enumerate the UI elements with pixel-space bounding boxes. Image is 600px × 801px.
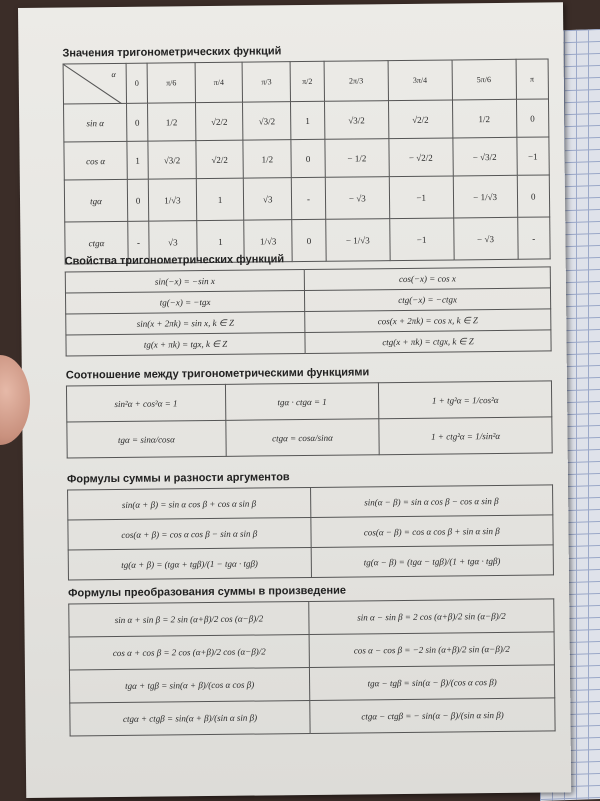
function-label: ctgα bbox=[65, 221, 128, 264]
transform-formula: cos α − cos β = −2 sin (α+β)/2 sin (α−β)/2 bbox=[309, 632, 554, 668]
section-title-props: Свойства тригонометрических функций bbox=[64, 253, 285, 268]
table-row bbox=[69, 665, 554, 703]
property-formula: ctg(−x) = −ctgx bbox=[304, 288, 550, 312]
value-cell: - bbox=[128, 221, 150, 263]
angle-header: π/6 bbox=[147, 63, 195, 103]
function-label: cos α bbox=[64, 141, 127, 180]
value-cell: √2/2 bbox=[388, 100, 452, 139]
property-formula: ctg(x + πk) = ctgx, k ∈ Z bbox=[305, 330, 551, 354]
value-cell: − 1/√3 bbox=[326, 219, 390, 262]
value-cell: - bbox=[517, 217, 550, 259]
value-cell: √3/2 bbox=[243, 102, 291, 140]
section-title-transform: Формулы преобразования суммы в произведение bbox=[68, 584, 347, 600]
value-cell: - bbox=[291, 177, 325, 219]
table-row bbox=[64, 175, 549, 222]
transform-formula: sin α + sin β = 2 sin (α+β)/2 cos (α−β)/2 bbox=[69, 601, 309, 637]
angle-header: π/3 bbox=[242, 62, 290, 102]
value-cell: 0 bbox=[291, 139, 325, 177]
transform-formula: ctgα − ctgβ = − sin(α − β)/(sin α sin β) bbox=[310, 698, 555, 734]
value-cell: − √3/2 bbox=[453, 137, 517, 176]
property-formula: tg(x + πk) = tgx, k ∈ Z bbox=[66, 333, 305, 357]
table-row bbox=[70, 698, 555, 736]
property-formula: sin(−x) = −sin x bbox=[65, 270, 304, 294]
transform-formula: tgα − tgβ = sin(α − β)/(cos α cos β) bbox=[310, 665, 555, 701]
property-formula: cos(−x) = cos x bbox=[304, 267, 550, 291]
relation-formula: tgα = sinα/cosα bbox=[67, 420, 226, 458]
property-formula: sin(x + 2πk) = sin x, k ∈ Z bbox=[66, 312, 305, 336]
section-title-sum-diff: Формулы суммы и разности аргументов bbox=[66, 471, 290, 486]
value-cell: 1 bbox=[196, 178, 244, 220]
values-table bbox=[63, 58, 551, 264]
value-cell: 0 bbox=[516, 99, 549, 137]
value-cell: − √3 bbox=[453, 217, 517, 260]
angle-header: π/2 bbox=[290, 61, 324, 101]
angle-header: 2π/3 bbox=[324, 61, 388, 102]
table-row bbox=[64, 99, 549, 142]
function-label: sin α bbox=[64, 103, 127, 142]
sum-diff-formula: tg(α + β) = (tgα + tgβ)/(1 − tgα · tgβ) bbox=[68, 547, 311, 580]
value-cell: 0 bbox=[127, 103, 148, 141]
value-cell: 1/√3 bbox=[148, 179, 196, 221]
value-cell: 1/√3 bbox=[244, 220, 292, 262]
relation-formula: tgα · ctgα = 1 bbox=[225, 383, 379, 421]
sum-diff-formula: sin(α − β) = sin α cos β − cos α sin β bbox=[310, 485, 553, 518]
value-cell: − 1/√3 bbox=[453, 175, 517, 218]
table-row bbox=[69, 632, 554, 670]
relation-formula: sin²α + cos²α = 1 bbox=[66, 384, 225, 422]
transform-table bbox=[68, 598, 555, 736]
corner-cell bbox=[63, 63, 126, 104]
value-cell: 1 bbox=[196, 220, 244, 262]
transform-formula: tgα + tgβ = sin(α + β)/(cos α cos β) bbox=[69, 667, 309, 703]
table-row bbox=[66, 381, 551, 422]
angle-header: 3π/4 bbox=[388, 60, 452, 101]
angle-header: 0 bbox=[126, 63, 148, 103]
value-cell: √2/2 bbox=[196, 140, 244, 178]
property-formula: tg(−x) = −tgx bbox=[65, 291, 304, 315]
sum-diff-formula: sin(α + β) = sin α cos β + cos α sin β bbox=[68, 487, 311, 520]
relation-formula: ctgα = cosα/sinα bbox=[226, 419, 380, 457]
transform-formula: cos α + cos β = 2 cos (α+β)/2 cos (α−β)/2 bbox=[69, 634, 309, 670]
sum-diff-formula: tg(α − β) = (tgα − tgβ)/(1 + tgα · tgβ) bbox=[311, 545, 554, 578]
sum-diff-formula: cos(α − β) = cos α cos β + sin α sin β bbox=[310, 515, 553, 548]
relations-table bbox=[66, 380, 553, 458]
value-cell: √3/2 bbox=[324, 101, 388, 140]
angle-header: π bbox=[516, 59, 549, 99]
table-row bbox=[68, 545, 553, 580]
value-cell: 1/2 bbox=[148, 103, 196, 141]
value-cell: − 1/2 bbox=[325, 139, 389, 178]
table-row bbox=[64, 137, 549, 180]
relation-formula: 1 + tg²α = 1/cos²α bbox=[379, 381, 552, 419]
sum-diff-table bbox=[67, 484, 554, 580]
value-cell: √3 bbox=[244, 178, 292, 220]
transform-formula: sin α − sin β = 2 cos (α+β)/2 sin (α−β)/2 bbox=[309, 599, 554, 635]
value-cell: √3/2 bbox=[148, 141, 196, 179]
sum-diff-formula: cos(α + β) = cos α cos β − sin α sin β bbox=[68, 517, 311, 550]
props-table bbox=[65, 266, 552, 356]
value-cell: 1 bbox=[127, 141, 148, 179]
table-row bbox=[67, 417, 552, 458]
table-row bbox=[69, 599, 554, 637]
value-cell: 1/2 bbox=[452, 99, 516, 138]
value-cell: − √3 bbox=[325, 177, 389, 220]
alpha-label: α bbox=[111, 69, 116, 80]
transform-formula: ctgα + ctgβ = sin(α + β)/(sin α sin β) bbox=[70, 700, 310, 736]
function-label: tgα bbox=[64, 179, 127, 222]
value-cell: √3 bbox=[149, 221, 197, 263]
value-cell: − √2/2 bbox=[389, 138, 453, 177]
angle-header: 5π/6 bbox=[452, 59, 516, 100]
value-cell: 0 bbox=[517, 175, 550, 217]
section-title-values: Значения тригонометрических функций bbox=[62, 45, 282, 60]
section-title-relations: Соотношение между тригонометрическими функциями bbox=[65, 366, 370, 382]
value-cell: −1 bbox=[390, 218, 454, 261]
value-cell: −1 bbox=[389, 176, 453, 219]
value-cell: 0 bbox=[127, 179, 149, 221]
value-cell: −1 bbox=[516, 137, 549, 175]
value-cell: 1 bbox=[291, 101, 325, 139]
angle-header: π/4 bbox=[195, 62, 243, 102]
value-cell: 0 bbox=[292, 219, 326, 261]
property-formula: cos(x + 2πk) = cos x, k ∈ Z bbox=[305, 309, 551, 333]
reference-page bbox=[18, 2, 571, 798]
value-cell: √2/2 bbox=[195, 102, 243, 140]
value-cell: 1/2 bbox=[243, 140, 291, 178]
table-row bbox=[66, 330, 551, 356]
relation-formula: 1 + ctg²α = 1/sin²α bbox=[379, 417, 552, 455]
